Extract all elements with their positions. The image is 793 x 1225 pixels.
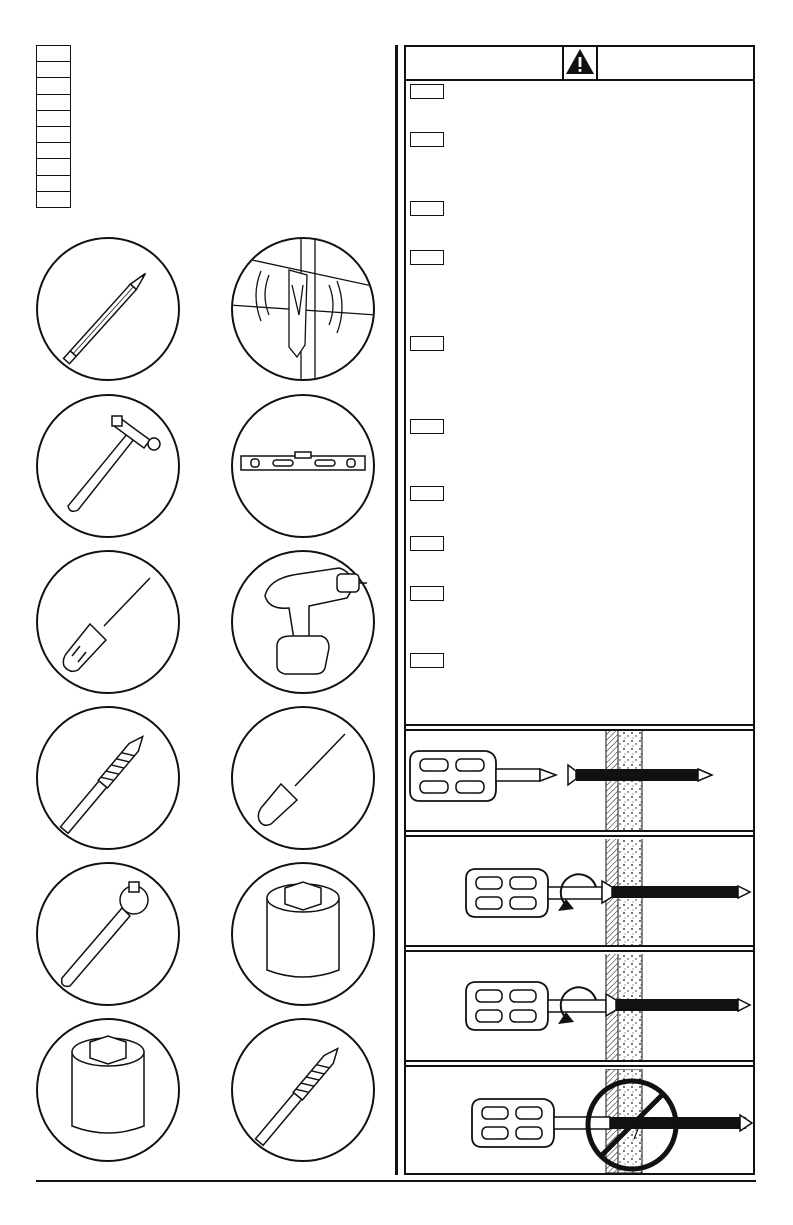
warning-note-tag xyxy=(410,419,444,434)
language-tag xyxy=(36,142,71,158)
figure-clockwise-tightening xyxy=(406,839,753,945)
warning-note-tag xyxy=(410,201,444,216)
footer-rule xyxy=(36,1180,756,1182)
figure-overtightening-prohibited xyxy=(406,1069,753,1173)
hammer-icon xyxy=(34,392,182,540)
socket-small-icon xyxy=(34,1016,182,1164)
language-tag xyxy=(36,45,71,61)
power-drill-icon xyxy=(229,548,377,696)
screwdriver-icon xyxy=(34,548,182,696)
drill-bit-icon xyxy=(34,704,182,852)
warning-note-tag xyxy=(410,84,444,99)
figure-counter-tightening xyxy=(406,954,753,1060)
pencil-icon xyxy=(34,235,182,383)
figure-separator xyxy=(404,945,755,952)
warning-note-tag xyxy=(410,486,444,501)
warning-note-tag xyxy=(410,250,444,265)
language-tag xyxy=(36,94,71,110)
warning-note-tag xyxy=(410,536,444,551)
warning-triangle-icon xyxy=(564,46,596,78)
language-tag xyxy=(36,191,71,208)
warning-note-tag xyxy=(410,336,444,351)
warning-icon-cell xyxy=(562,45,598,79)
language-tag xyxy=(36,110,71,126)
language-tag xyxy=(36,61,71,77)
figure-correct-screw-insertion xyxy=(406,731,753,830)
language-tag xyxy=(36,77,71,93)
language-tag xyxy=(36,126,71,142)
figure-separator xyxy=(404,1060,755,1067)
socket-wrench-icon xyxy=(34,860,182,1008)
language-tag xyxy=(36,158,71,174)
figure-separator xyxy=(404,830,755,837)
language-tag-stack xyxy=(36,45,71,208)
warning-header xyxy=(404,45,755,81)
warning-note-tag xyxy=(410,132,444,147)
warning-note-tag xyxy=(410,586,444,601)
warning-note-tag xyxy=(410,653,444,668)
figure-separator xyxy=(404,724,755,731)
language-tag xyxy=(36,175,71,191)
column-divider xyxy=(395,45,398,1175)
small-screwdriver-icon xyxy=(229,704,377,852)
level-icon xyxy=(229,392,377,540)
masonry-bit-icon xyxy=(229,1016,377,1164)
warning-notes xyxy=(404,81,755,726)
socket-large-icon xyxy=(229,860,377,1008)
stud-finder-icon xyxy=(229,235,377,383)
